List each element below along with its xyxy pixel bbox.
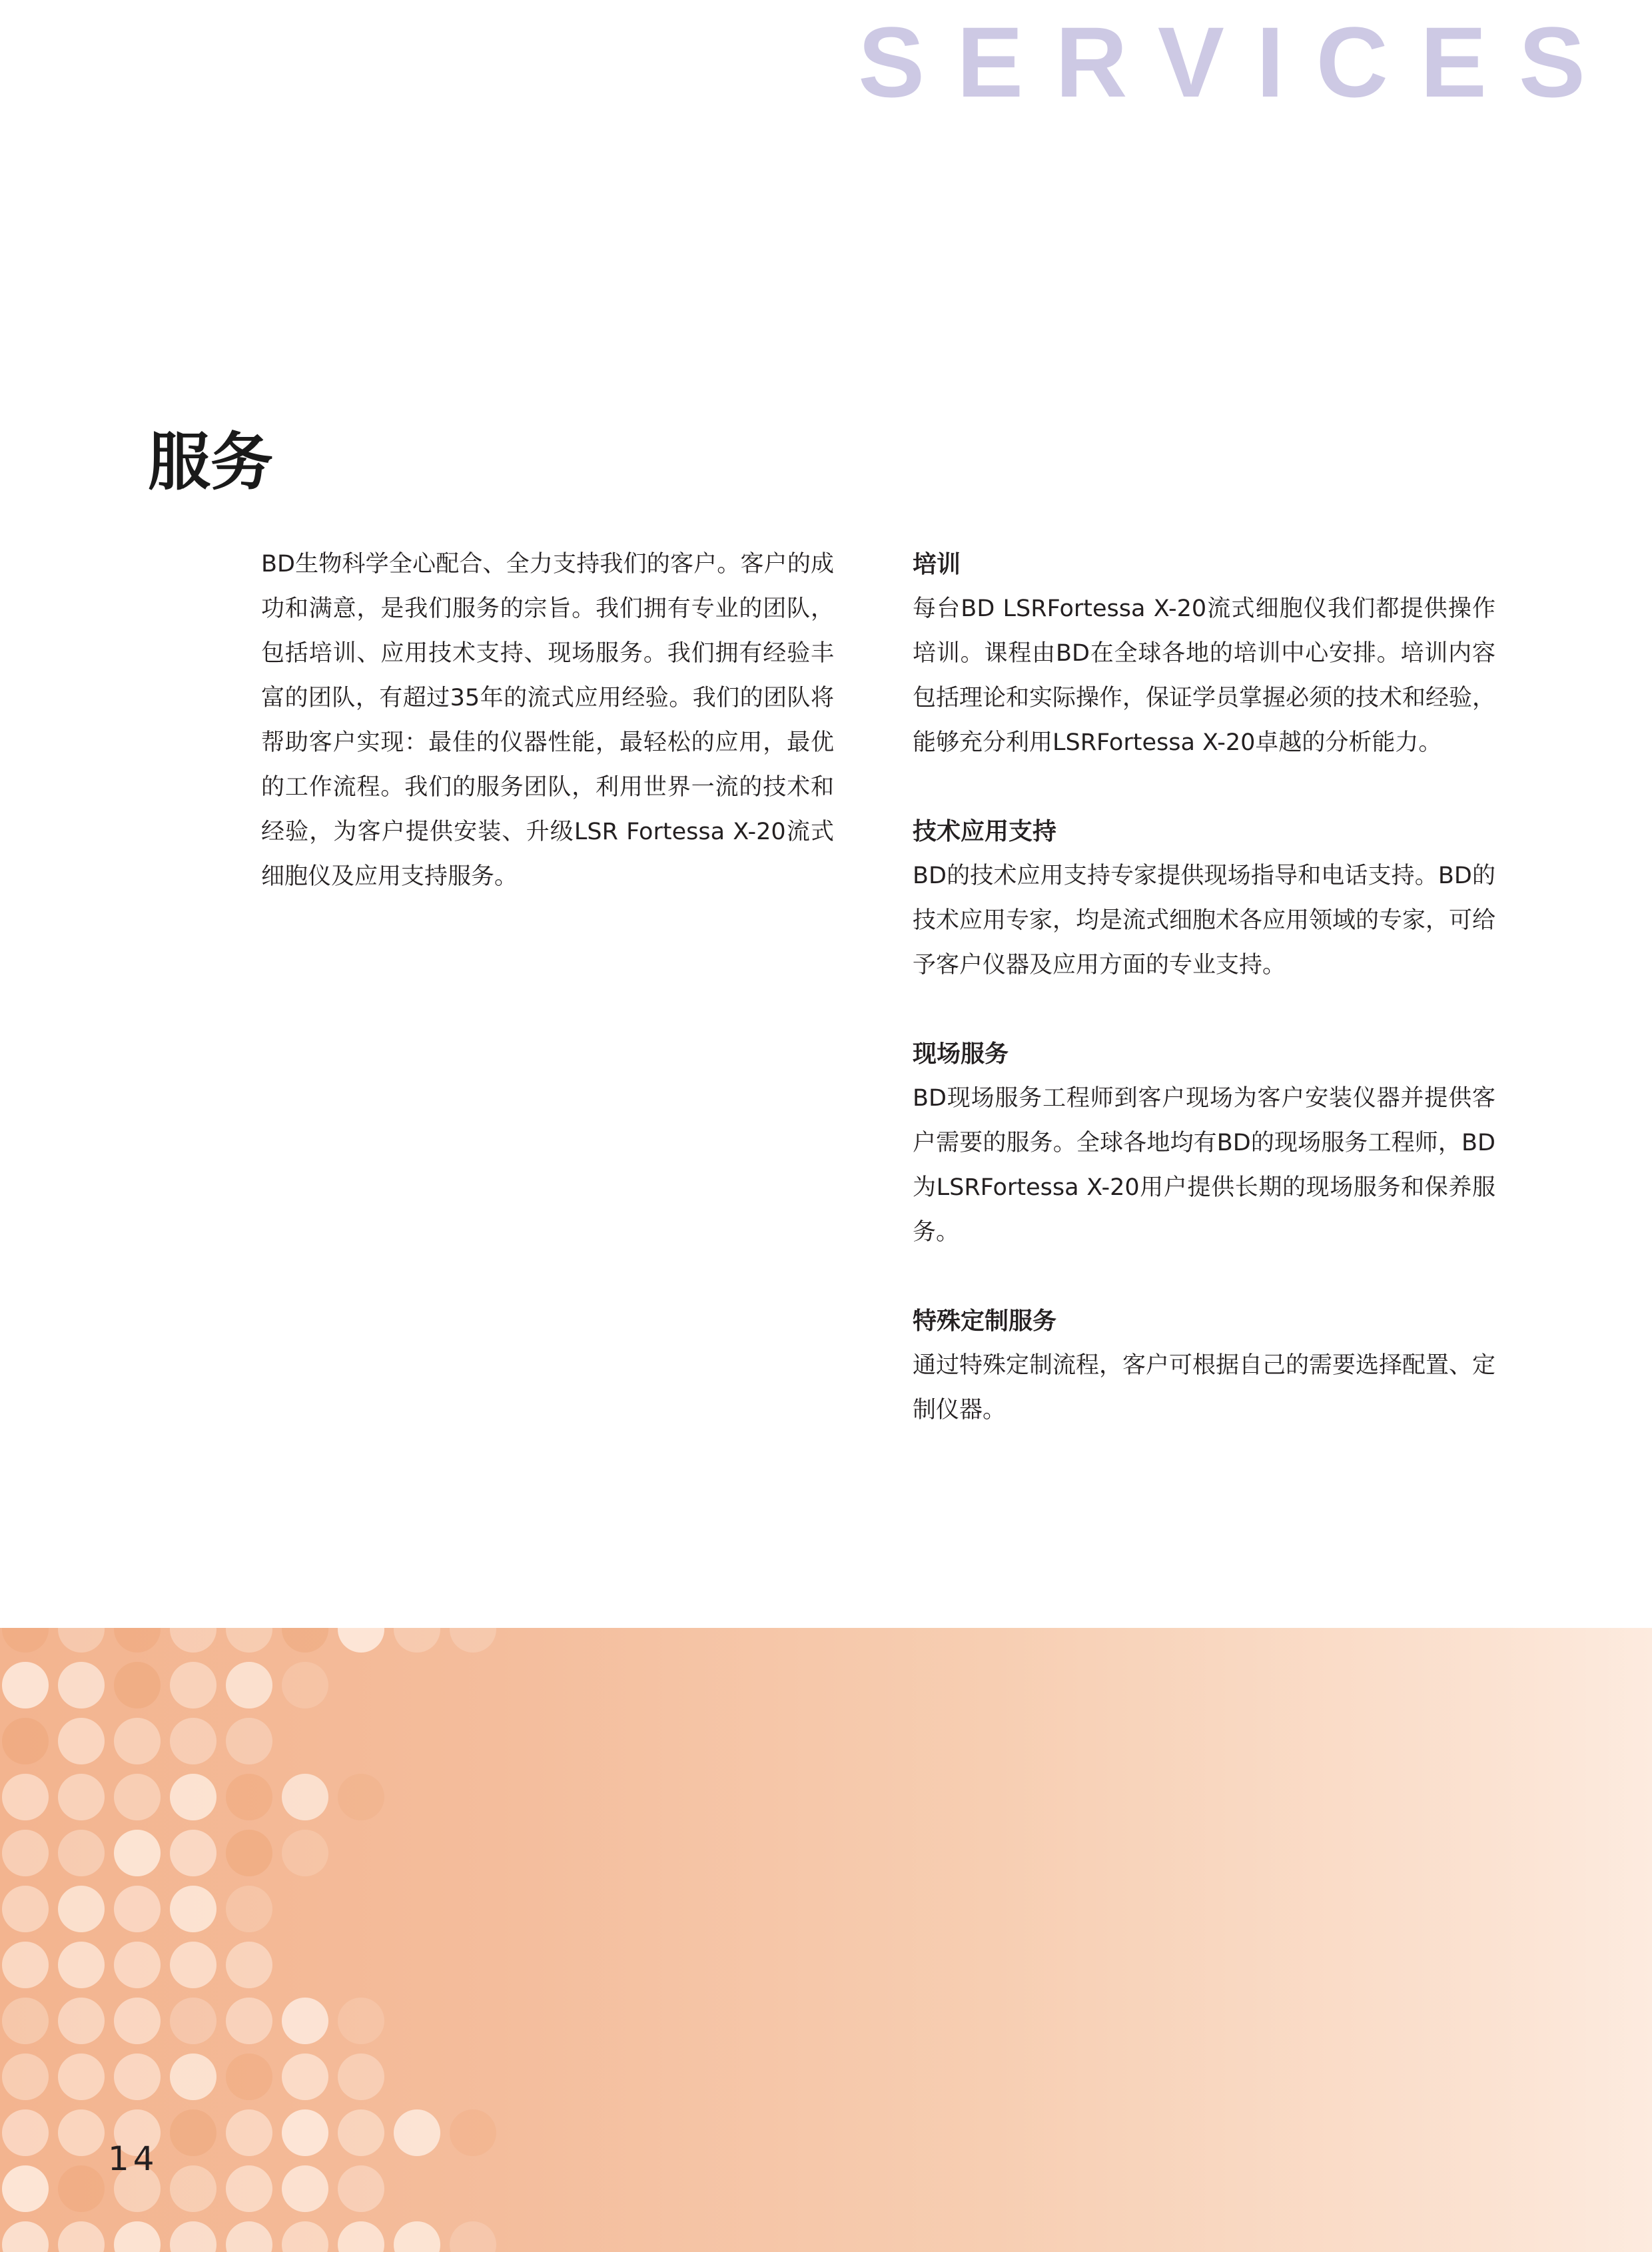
- decorative-dot: [2, 1998, 49, 2044]
- decorative-dot: [338, 2221, 384, 2252]
- decorative-dot: [2, 2165, 49, 2212]
- service-description: BD现场服务工程师到客户现场为客户安装仪器并提供客户需要的服务。全球各地均有BD的现场服务工程师，BD为LSRFortessa X-20用户提供长期的现场服务和保养服务。: [913, 1085, 1495, 1246]
- service-field-service: [913, 1032, 1495, 1255]
- decorative-dot: [170, 2109, 216, 2156]
- service-description: 每台BD LSRFortessa X-20流式细胞仪我们都提供操作培训。课程由BD在全球各地的培训中心安排。培训内容包括理论和实际操作，保证学员掌握必须的技术和经验，能够充分利用LSRFortessa X-20卓越的分析能力。: [913, 595, 1496, 756]
- decorative-dot: [226, 2165, 272, 2212]
- decorative-dot: [226, 1662, 272, 1708]
- decorative-dot: [338, 1998, 384, 2044]
- decorative-dot: [282, 2054, 328, 2100]
- decorative-dot: [114, 1942, 161, 1988]
- decorative-dot: [282, 1774, 328, 1820]
- decorative-dot: [394, 2109, 440, 2156]
- service-description: 通过特殊定制流程，客户可根据自己的需要选择配置、定制仪器。: [913, 1352, 1496, 1423]
- decorative-dot: [170, 1718, 216, 1764]
- decorative-dot: [450, 2221, 496, 2252]
- decorative-dot: [58, 1662, 105, 1708]
- decorative-dot: [450, 1628, 496, 1653]
- decorative-dot: [58, 2221, 105, 2252]
- decorative-dot: [282, 2165, 328, 2212]
- decorative-dot: [114, 1718, 161, 1764]
- service-heading: 特殊定制服务: [913, 1308, 1057, 1335]
- decorative-dot: [226, 2221, 272, 2252]
- decorative-dot: [170, 1830, 216, 1876]
- decorative-dot: [114, 1830, 161, 1876]
- decorative-dot: [170, 2165, 216, 2212]
- service-heading: 技术应用支持: [913, 818, 1057, 845]
- decorative-dot: [170, 1942, 216, 1988]
- decorative-dot: [394, 2221, 440, 2252]
- decorative-dot: [58, 1886, 105, 1932]
- decorative-dot: [58, 2054, 105, 2100]
- decorative-dot: [338, 1628, 384, 1653]
- decorative-dot: [58, 2109, 105, 2156]
- decorative-dot: [58, 1774, 105, 1820]
- decorative-dot: [114, 1662, 161, 1708]
- decorative-dot: [2, 1886, 49, 1932]
- decorative-dot: [2, 2221, 49, 2252]
- service-customization: [913, 1299, 1495, 1433]
- decorative-dot: [2, 1942, 49, 1988]
- service-description: BD的技术应用支持专家提供现场指导和电话支持。BD的技术应用专家，均是流式细胞术各应用领域的专家，可给予客户仪器及应用方面的专业支持。: [913, 863, 1496, 978]
- service-training: [913, 542, 1495, 765]
- decorative-dot: [2, 2109, 49, 2156]
- decorative-dot: [170, 1628, 216, 1653]
- decorative-dot: [394, 1628, 440, 1653]
- decorative-dot: [282, 1628, 328, 1653]
- decorative-dot: [282, 1830, 328, 1876]
- section-header-word: SERVICES: [858, 6, 1617, 118]
- decorative-dot: [282, 1662, 328, 1708]
- decorative-dot: [2, 1628, 49, 1653]
- decorative-dot: [58, 1718, 105, 1764]
- service-heading: 现场服务: [913, 1040, 1009, 1068]
- decorative-dot: [170, 1998, 216, 2044]
- page-number: 14: [108, 2139, 159, 2178]
- decorative-dot: [226, 1718, 272, 1764]
- decorative-dot: [226, 2109, 272, 2156]
- decorative-dot: [226, 1886, 272, 1932]
- decorative-dot: [226, 1774, 272, 1820]
- decorative-dot: [226, 1942, 272, 1988]
- decorative-dot: [170, 1886, 216, 1932]
- decorative-dot: [450, 2109, 496, 2156]
- decorative-dot: [170, 1774, 216, 1820]
- decorative-dot-band: [0, 1628, 1652, 2252]
- decorative-dot: [114, 1998, 161, 2044]
- decorative-dot: [338, 2165, 384, 2212]
- decorative-dot: [170, 2054, 216, 2100]
- decorative-dot: [114, 2054, 161, 2100]
- decorative-dot: [282, 1998, 328, 2044]
- decorative-dot: [338, 2054, 384, 2100]
- decorative-dot: [114, 2221, 161, 2252]
- service-tech-support: [913, 809, 1495, 988]
- decorative-dot: [170, 1662, 216, 1708]
- decorative-dot: [58, 1998, 105, 2044]
- decorative-dot: [2, 1662, 49, 1708]
- decorative-dot: [226, 1830, 272, 1876]
- decorative-dot: [226, 1998, 272, 2044]
- decorative-dot: [2, 1718, 49, 1764]
- decorative-dot: [338, 2109, 384, 2156]
- decorative-dot: [226, 2054, 272, 2100]
- decorative-dot: [226, 1628, 272, 1653]
- intro-paragraph: BD生物科学全心配合、全力支持我们的客户。客户的成功和满意，是我们服务的宗旨。我们拥有专业的团队，包括培训、应用技术支持、现场服务。我们拥有经验丰富的团队，有超过35年的流式应用经验。我们的团队将帮助客户实现：最佳的仪器性能，最轻松的应用，最优的工作流程。我们的服务团队，利用世界一流的技术和经验，为客户提供安装、升级LSR Fortessa X-20流式细胞仪及应用支持服务。: [261, 551, 834, 890]
- decorative-dot: [114, 1886, 161, 1932]
- dot-pattern: [0, 1628, 600, 2252]
- services-list: [913, 542, 1495, 1477]
- decorative-dot: [58, 1628, 105, 1653]
- page-title: 服务: [148, 426, 274, 499]
- decorative-dot: [2, 1774, 49, 1820]
- decorative-dot: [282, 2221, 328, 2252]
- decorative-dot: [170, 2221, 216, 2252]
- decorative-dot: [338, 1774, 384, 1820]
- decorative-dot: [2, 2054, 49, 2100]
- decorative-dot: [114, 1628, 161, 1653]
- decorative-dot: [58, 1942, 105, 1988]
- decorative-dot: [58, 1830, 105, 1876]
- service-heading: 培训: [913, 551, 961, 578]
- decorative-dot: [58, 2165, 105, 2212]
- decorative-dot: [114, 1774, 161, 1820]
- decorative-dot: [282, 2109, 328, 2156]
- decorative-dot: [2, 1830, 49, 1876]
